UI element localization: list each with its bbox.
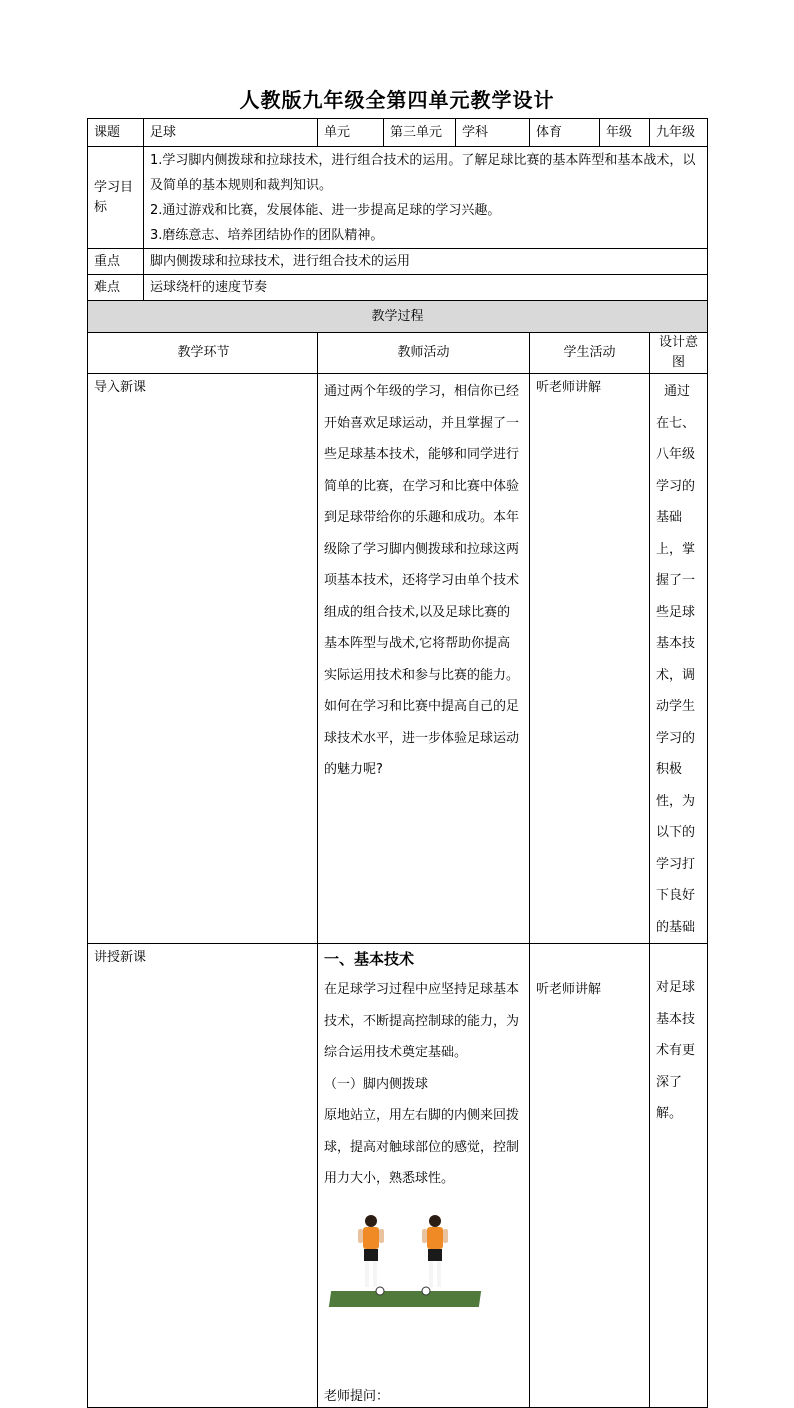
unit-value: 第三单元 bbox=[384, 119, 456, 147]
subject-value: 体育 bbox=[530, 119, 600, 147]
player-figure bbox=[420, 1213, 450, 1297]
difficulty-row bbox=[88, 275, 708, 301]
column-header-intent: 设计意图 bbox=[650, 333, 708, 374]
column-header-row bbox=[88, 333, 708, 374]
stage-cell: 讲授新课 bbox=[88, 944, 318, 1408]
goal-item: 3.磨练意志、培养团结协作的团队精神。 bbox=[150, 227, 384, 243]
grade-label: 年级 bbox=[600, 119, 650, 147]
subject-label: 学科 bbox=[456, 119, 530, 147]
stage-cell: 导入新课 bbox=[88, 374, 318, 944]
goals-content bbox=[144, 147, 708, 249]
column-header-teacher: 教师活动 bbox=[318, 333, 530, 374]
topic-label: 课题 bbox=[88, 119, 144, 147]
table-row bbox=[88, 944, 708, 1408]
table-row bbox=[88, 374, 708, 944]
dribbling-photo bbox=[328, 1209, 488, 1317]
student-activity-cell: 听老师讲解 bbox=[530, 374, 650, 944]
column-header-student: 学生活动 bbox=[530, 333, 650, 374]
header-row bbox=[88, 119, 708, 147]
topic-value: 足球 bbox=[144, 119, 318, 147]
section-heading: 一、基本技术 bbox=[324, 950, 415, 968]
design-intent-cell: 通过在七、八年级学习的基础上，掌握了一些足球基本技术，调动学生学习的积极性，为以下的学习打下良好的基础 bbox=[650, 374, 708, 944]
goal-item: 2.通过游戏和比赛，发展体能、进一步提高足球的学习兴趣。 bbox=[150, 202, 501, 218]
lesson-plan-table bbox=[87, 118, 708, 1408]
grass-field bbox=[329, 1291, 481, 1307]
key-point-value: 脚内侧拨球和拉球技术，进行组合技术的运用 bbox=[144, 249, 708, 275]
goal-item: 1.学习脚内侧拨球和拉球技术，进行组合技术的运用。了解足球比赛的基本阵型和基本战术，以及简单的基本规则和裁判知识。 bbox=[150, 152, 696, 193]
difficulty-value: 运球绕杆的速度节奏 bbox=[144, 275, 708, 301]
player-figure bbox=[356, 1213, 386, 1297]
teacher-activity-cell: 通过两个年级的学习，相信你已经开始喜欢足球运动，并且掌握了一些足球基本技术，能够和同学进行简单的比赛，在学习和比赛中体验到足球带给你的乐趣和成功。本年级除了学习脚内侧拨球和拉球这两项基本技术，还将学习由单个技术组成的组合技术,以及足球比赛的基本阵型与战术,它将帮助你提高实际运用技术和参与比赛的能力。如何在学习和比赛中提高自己的足球技术水平，进一步体验足球运动的魅力呢? bbox=[318, 374, 530, 944]
unit-label: 单元 bbox=[318, 119, 384, 147]
key-point-label: 重点 bbox=[88, 249, 144, 275]
key-point-row bbox=[88, 249, 708, 275]
sub-heading: （一）脚内侧拨球 bbox=[324, 1076, 429, 1092]
student-activity-cell: 听老师讲解 bbox=[530, 944, 650, 1408]
difficulty-label: 难点 bbox=[88, 275, 144, 301]
page-title: 人教版九年级全第四单元教学设计 bbox=[239, 88, 555, 112]
teacher-activity-cell bbox=[318, 944, 530, 1408]
process-header: 教学过程 bbox=[88, 301, 708, 333]
goals-label: 学习目标 bbox=[88, 147, 144, 249]
paragraph: 原地站立，用左右脚的内侧来回拨球，提高对触球部位的感觉，控制用力大小，熟悉球性。 bbox=[324, 1108, 520, 1186]
paragraph: 在足球学习过程中应坚持足球基本技术，不断提高控制球的能力，为综合运用技术奠定基础。 bbox=[324, 982, 520, 1060]
goals-row bbox=[88, 147, 708, 249]
teacher-question: 老师提问： bbox=[324, 1388, 390, 1404]
column-header-stage: 教学环节 bbox=[88, 333, 318, 374]
grade-value: 九年级 bbox=[650, 119, 708, 147]
process-header-row bbox=[88, 301, 708, 333]
design-intent-cell: 对足球基本技术有更深了解。 bbox=[650, 944, 708, 1408]
